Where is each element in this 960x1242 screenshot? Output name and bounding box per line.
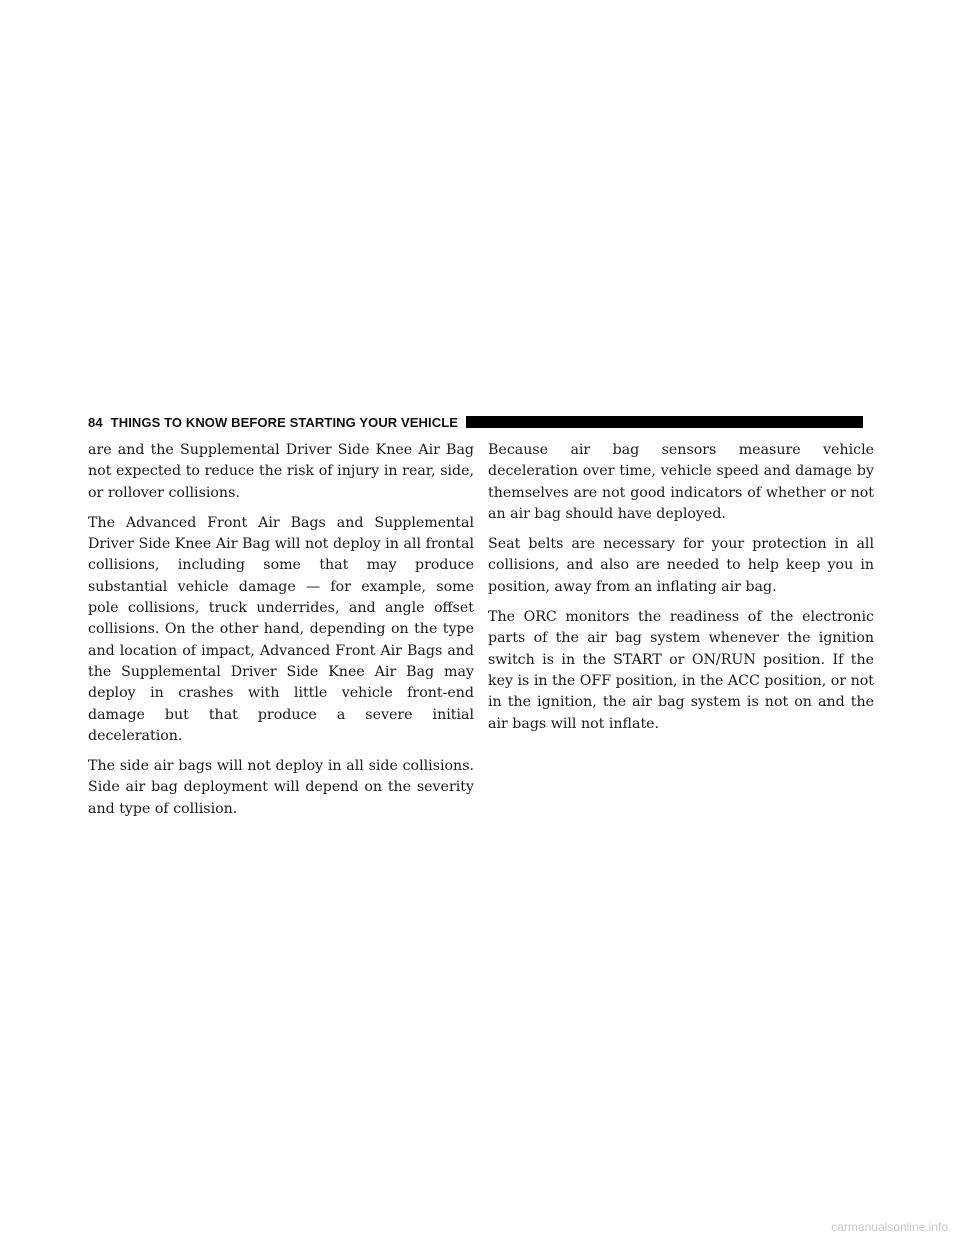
paragraph: Seat belts are necessary for your protection in all collisions, and also are needed to help keep you in position, away from an inflating air bag. <box>488 536 874 595</box>
watermark-text: carmanualsonline.info <box>831 1220 948 1234</box>
right-column <box>488 440 874 744</box>
paragraph: The Advanced Front Air Bags and Supplemental Driver Side Knee Air Bag will not deploy in all frontal collisions, including some that may produce substantial vehicle damage — for example, some pole collisions, truck underrides, and angle offset collisions. On the other hand, depending on the type and location of impact, Advanced Front Air Bags and the Supplemental Driver Side Knee Air Bag may deploy in crashes with little vehicle front-end damage but that produce a severe initial deceleration. <box>88 514 474 744</box>
paragraph: The ORC monitors the readiness of the electronic parts of the air bag system whenever the ignition switch is in the START or ON/RUN position. If the key is in the OFF position, in the ACC position, or not in the ignition, the air bag system is not on and the air bags will not inflate. <box>488 609 874 732</box>
paragraph: are and the Supplemental Driver Side Knee Air Bag not expected to reduce the risk of injury in rear, side, or rollover collisions. <box>88 442 474 501</box>
paragraph: The side air bags will not deploy in all side collisions. Side air bag deployment will depend on the severity and type of collision. <box>88 758 474 817</box>
page-number: 84 <box>88 414 103 430</box>
section-title: THINGS TO KNOW BEFORE STARTING YOUR VEHICLE <box>110 414 459 430</box>
paragraph: Because air bag sensors measure vehicle deceleration over time, vehicle speed and damage by themselves are not good indicators of whether or not an air bag should have deployed. <box>488 442 874 522</box>
page-header <box>88 415 863 429</box>
left-column <box>88 440 474 829</box>
header-rule <box>466 416 863 428</box>
